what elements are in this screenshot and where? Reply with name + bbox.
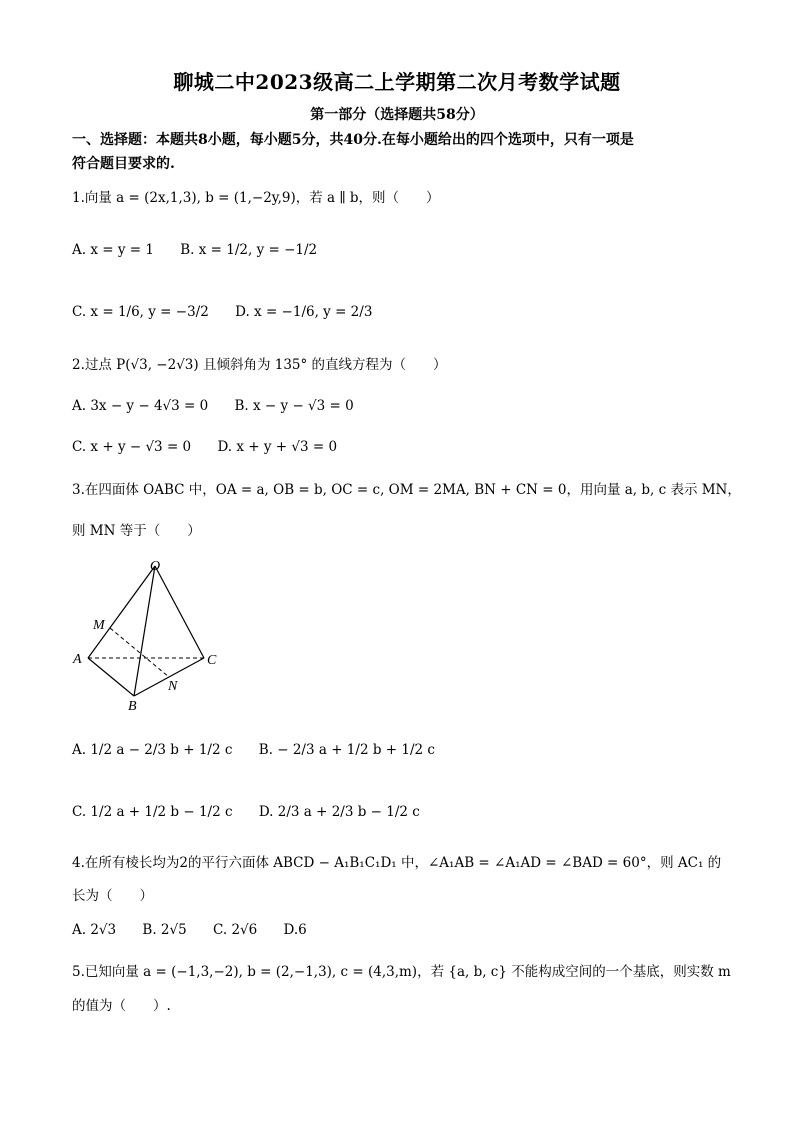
q3-stem-line1: 3.在四面体 OABC 中，OA = a, OB = b, OC = c, OM = 2MA, BN + CN = 0，用向量 a, b, c 表示 MN， [72,482,741,498]
q3-options-cd [72,802,442,822]
q1-option-b: B. x = 1/2, y = −1/2 [180,242,318,258]
label-a: A [73,652,82,667]
q2-options-ab [72,396,376,416]
q3-option-d: D. 2/3 a + 2/3 b − 1/2 c [258,804,420,820]
q4-option-d: D.6 [283,922,307,938]
q1-options-cd [72,302,394,322]
label-o: O [150,559,161,574]
section-heading-line1: 一、选择题：本题共8小题，每小题5分，共40分.在每小题给出的四个选项中，只有一项是 [72,132,634,148]
label-c: C [207,653,217,668]
page-title: 聊城二中2023级高二上学期第二次月考数学试题 [173,70,621,94]
q3-option-a: A. 1/2 a − 2/3 b + 1/2 c [72,742,233,758]
label-b: B [128,699,137,714]
q4-stem-line1: 4.在所有棱长均为2的平行六面体 ABCD − A₁B₁C₁D₁ 中，∠A₁AB = ∠A₁AD = ∠BAD = 60°，则 AC₁ 的 [72,855,722,871]
q3-options-ab [72,740,457,760]
q2-options-cd [72,437,359,457]
q2-option-b: B. x − y − √3 = 0 [234,398,354,414]
page-subtitle: 第一部分（选择题共58分） [310,107,484,123]
q4-options [72,920,329,940]
q1-options-ab [72,240,339,260]
q3-option-c: C. 1/2 a + 1/2 b − 1/2 c [72,804,233,820]
q4-stem-line2: 长为（ ） [72,888,153,904]
q3-option-b: B. − 2/3 a + 1/2 b + 1/2 c [258,742,435,758]
label-n: N [168,679,178,694]
q4-option-a: A. 2√3 [72,922,117,938]
q2-stem: 2.过点 P(√3, −2√3) 且倾斜角为 135° 的直线方程为（ ） [72,357,447,373]
q2-option-c: C. x + y − √3 = 0 [72,439,192,455]
q1-stem: 1.向量 a = (2x,1,3), b = (1,−2y,9)，若 a ∥ b，则（ ） [72,190,440,206]
q5-stem-line1: 5.已知向量 a = (−1,3,−2), b = (2,−1,3), c = (4,3,m)，若 {a, b, c} 不能构成空间的一个基底，则实数 m [72,964,731,980]
q4-option-c: C. 2√6 [213,922,258,938]
q2-option-d: D. x + y + √3 = 0 [217,439,338,455]
q4-option-b: B. 2√5 [142,922,187,938]
q1-option-d: D. x = −1/6, y = 2/3 [235,304,373,320]
q3-stem-line2: 则 MN 等于（ ） [72,523,201,539]
q5-stem-line2: 的值为（ ）. [72,998,171,1014]
q2-option-a: A. 3x − y − 4√3 = 0 [72,398,209,414]
q1-option-c: C. x = 1/6, y = −3/2 [72,304,209,320]
tetrahedron-figure [66,556,236,714]
label-m: M [93,618,105,633]
q1-option-a: A. x = y = 1 [72,242,154,258]
section-heading-line2: 符合题目要求的. [72,156,175,172]
